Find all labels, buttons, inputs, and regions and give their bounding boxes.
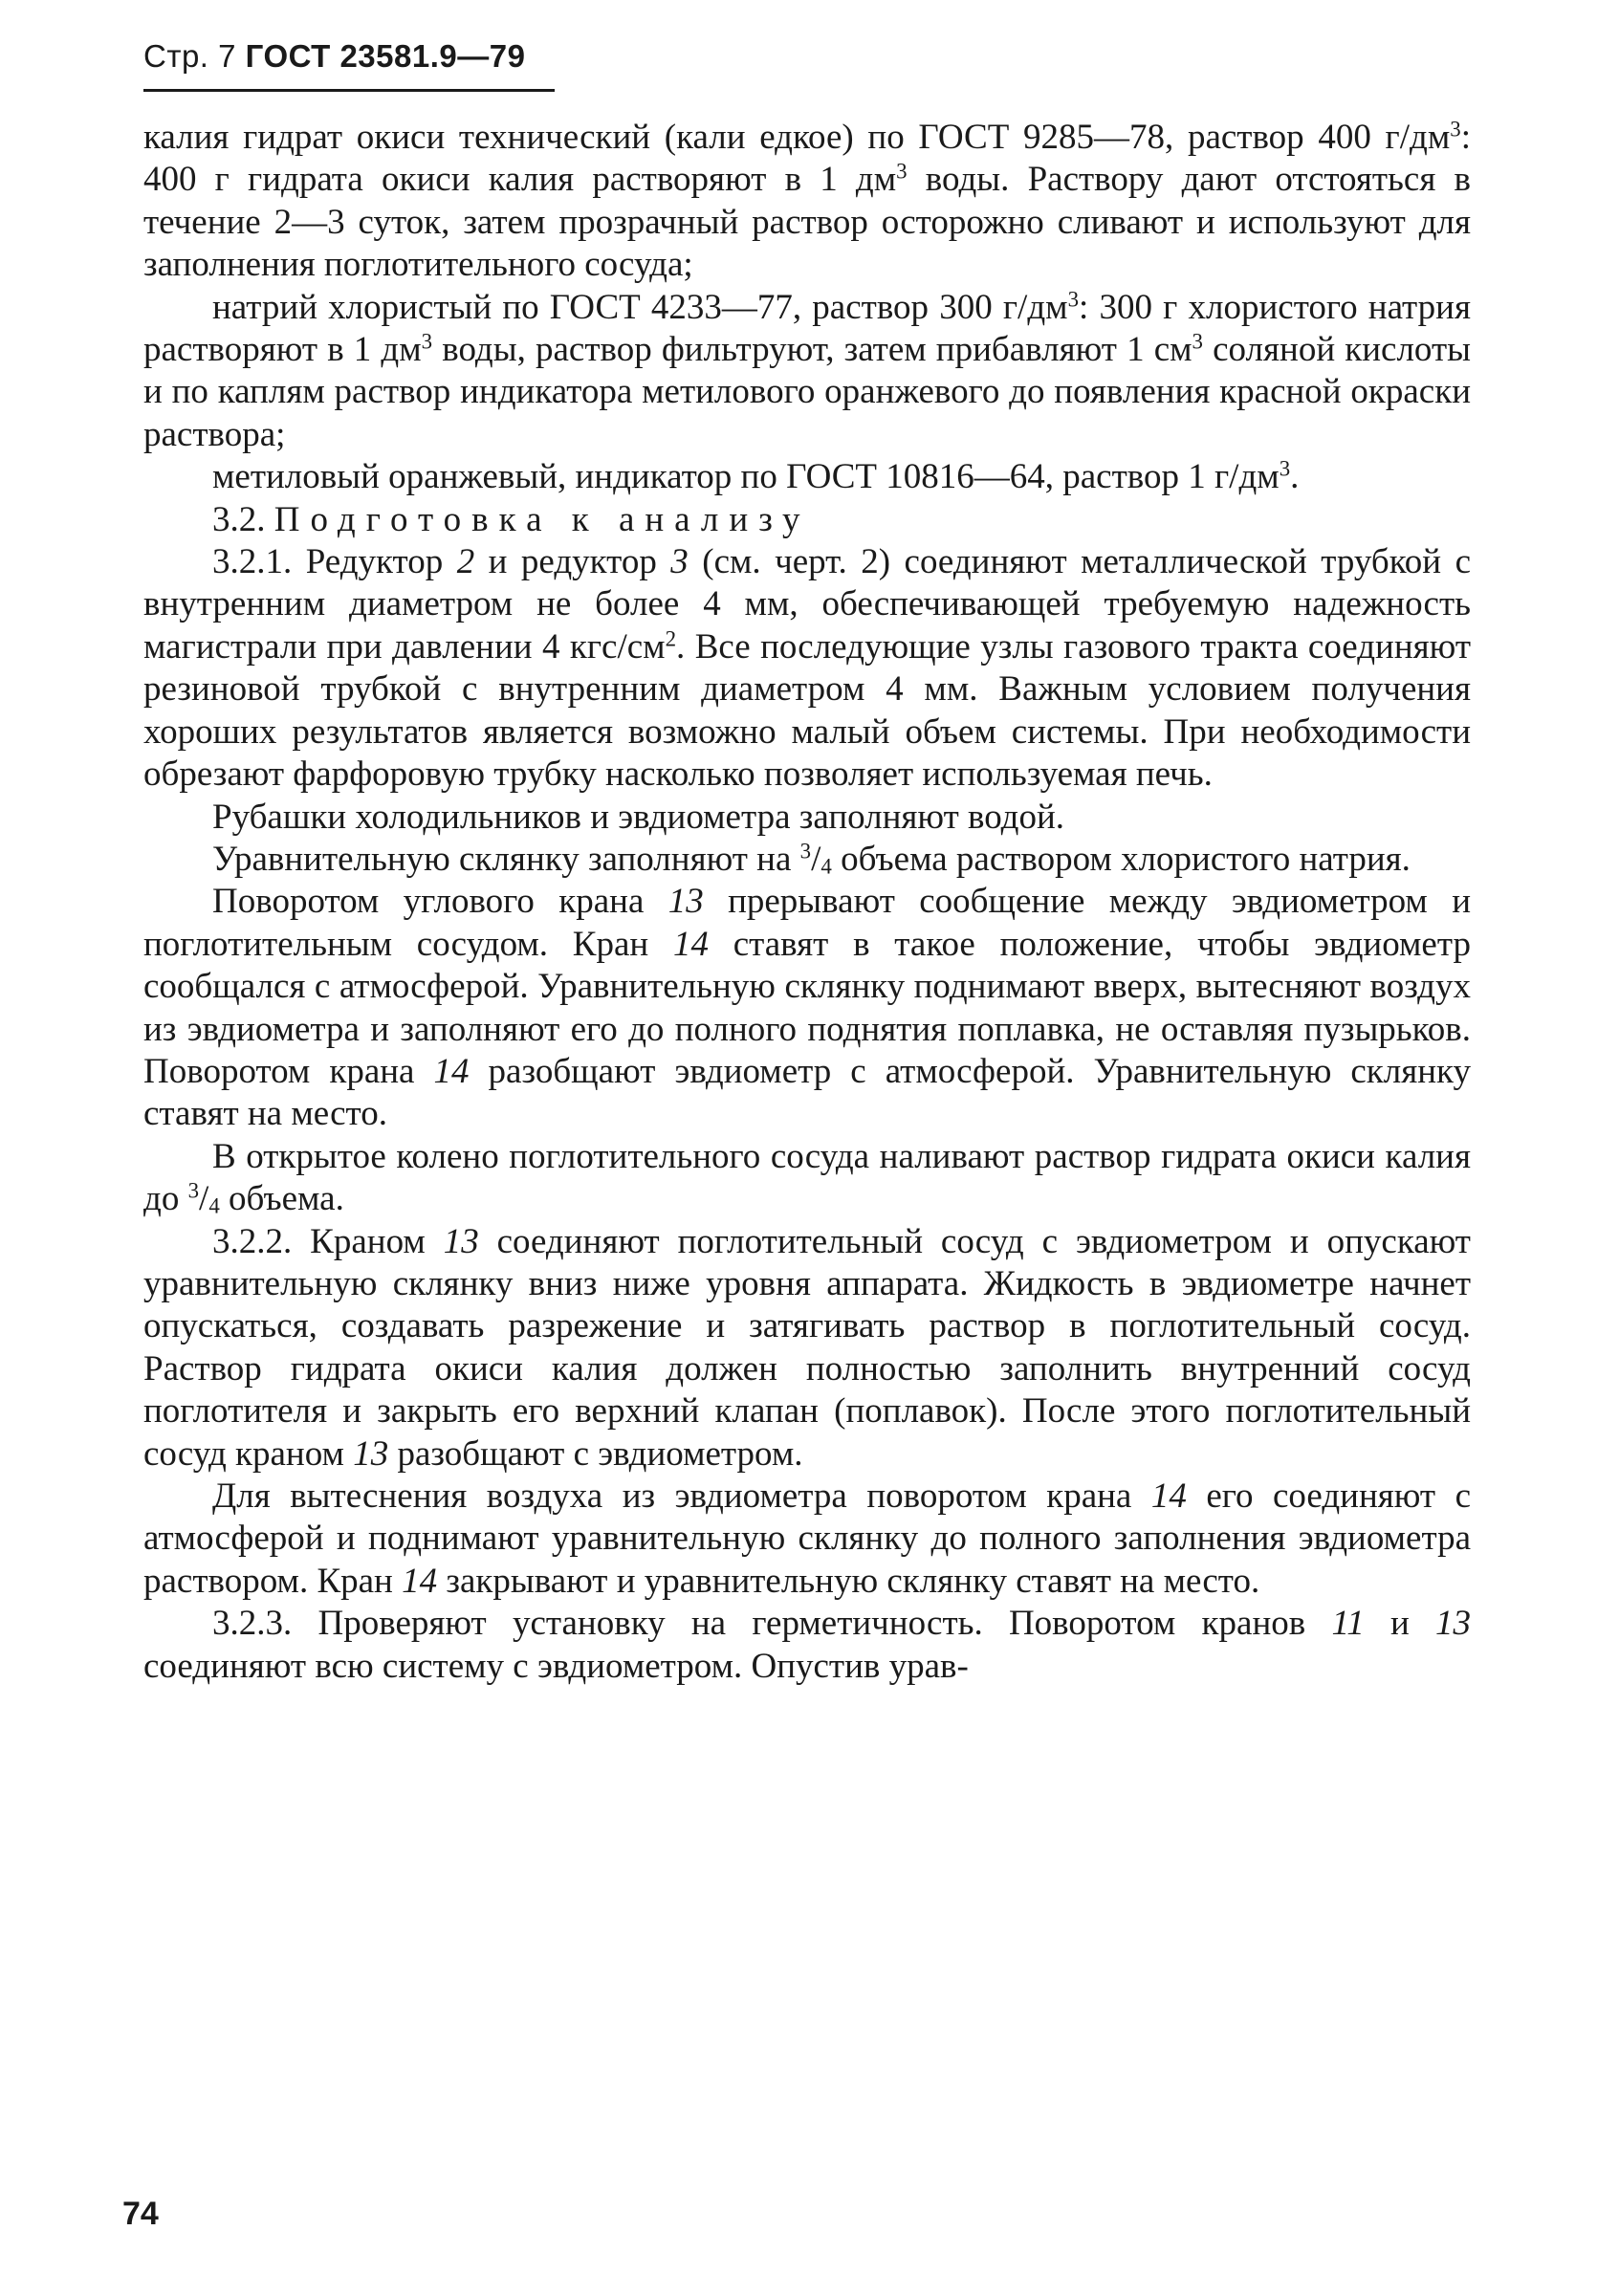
- header-rule: [143, 89, 555, 92]
- body-text: [143, 117, 1471, 1688]
- paragraph-3-2-3: 3.2.3. Проверяют установку на герметичность. Поворотом кранов 11 и 13 соединяют всю систему с эвдиометром. Опустив урав-: [143, 1604, 1471, 1686]
- paragraph-reagent-koh: калия гидрат окиси технический (кали едкое) по ГОСТ 9285—78, раствор 400 $г/дм^3$: 400 г гидрата окиси калия растворяют в 1 $дм^3$ воды. Раствору дают отстояться в течение 2—3 суток, затем прозрачный раствор осторожно сливают и используют для заполнения поглотительного сосуда;: [143, 117, 1472, 285]
- section-heading-3-2: 3.2. Подготовка к анализу: [212, 499, 811, 539]
- page-label: Стр. 7: [143, 38, 236, 74]
- paragraph-absorber-fill: В открытое колено поглотительного сосуда наливают раствор гидрата окиси калия до $^3/_4$ объема.: [143, 1136, 1471, 1219]
- paragraph-3-2-1: 3.2.1. Редуктор 2 и редуктор 3 (см. черт. 2) соединяют металлической трубкой с внутренним диаметром не более 4 мм, обеспечивающей требуемую надежность магистрали при давлении 4 кгс/$см^2$. Все последующие узлы газового тракта соединяют резиновой трубкой с внутренним диаметром 4 мм. Важным условием получения хороших результатов является возможно малый объем системы. При необходимости обрезают фарфоровую трубку насколько позволяет используемая печь.: [143, 542, 1471, 795]
- paragraph-air-displacement: Для вытеснения воздуха из эвдиометра поворотом крана 14 его соединяют с атмосферой и поднимают уравнительную склянку до полного заполнения эвдиометра раствором. Кран 14 закрывают и уравнительную склянку ставят на место.: [143, 1476, 1471, 1601]
- page-header: [143, 38, 555, 75]
- standard-code: ГОСТ 23581.9—79: [245, 38, 526, 74]
- paragraph-jackets: Рубашки холодильников и эвдиометра заполняют водой.: [212, 797, 1065, 837]
- paragraph-valve-13: Поворотом углового крана 13 прерывают сообщение между эвдиометром и поглотительным сосудом. Кран 14 ставят в такое положение, чтобы эвдиометр сообщался с атмосферой. Уравнительную склянку поднимают вверх, вытесняют воздух из эвдиометра и заполняют его до полного поднятия поплавка, не оставляя пузырьков. Поворотом крана 14 разобщают эвдиометр с атмосферой. Уравнительную склянку ставят на место.: [143, 882, 1471, 1134]
- paragraph-reagent-nacl: натрий хлористый по ГОСТ 4233—77, раствор 300 $г/дм^3$: 300 г хлористого натрия растворяют в 1 $дм^3$ воды, раствор фильтруют, затем прибавляют 1 $см^3$ соляной кислоты и по каплям раствор индикатора метилового оранжевого до появления красной окраски раствора;: [143, 287, 1471, 454]
- paragraph-3-2-2: 3.2.2. Краном 13 соединяют поглотительный сосуд с эвдиометром и опускают уравнительную склянку вниз ниже уровня аппарата. Жидкость в эвдиометре начнет опускаться, создавать разрежение и затягивать раствор в поглотительный сосуд. Раствор гидрата окиси калия должен полностью заполнить внутренний сосуд поглотителя и закрыть его верхний клапан (поплавок). После этого поглотительный сосуд краном 13 разобщают с эвдиометром.: [143, 1221, 1471, 1474]
- page-number: 74: [122, 2196, 159, 2232]
- paragraph-reagent-methyl-orange: метиловый оранжевый, индикатор по ГОСТ 10816—64, раствор 1 $г/дм^3$.: [212, 456, 1300, 497]
- paragraph-leveling-bottle: Уравнительную склянку заполняют на $^3/_4$ объема раствором хлористого натрия.: [212, 839, 1411, 879]
